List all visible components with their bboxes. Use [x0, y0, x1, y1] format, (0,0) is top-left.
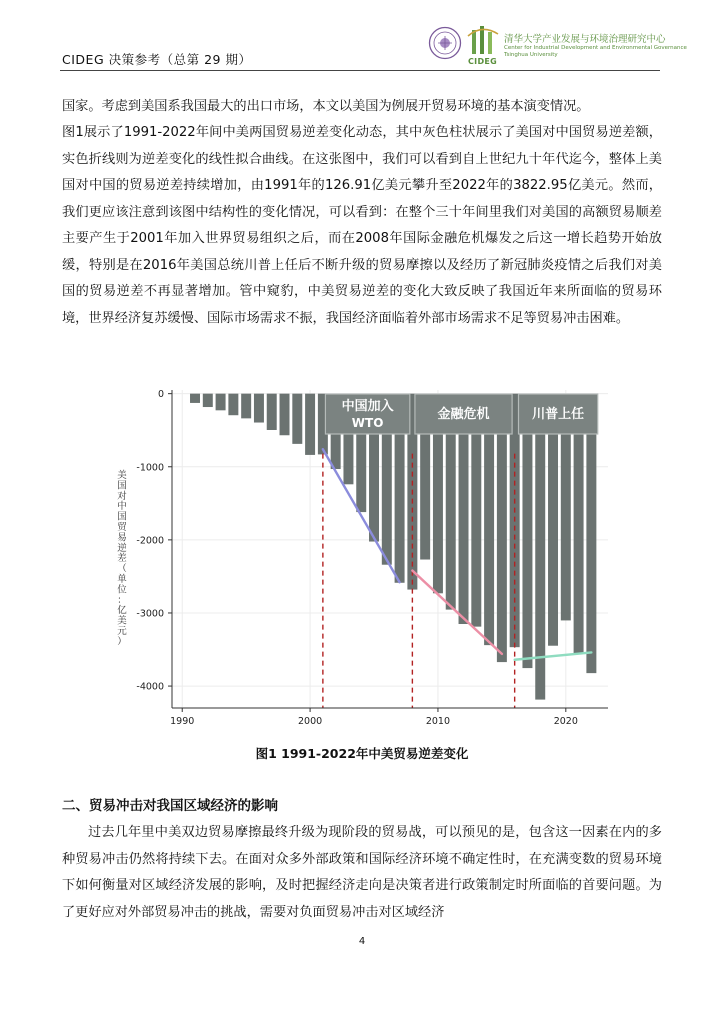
logo-word: CIDEG	[468, 57, 498, 66]
logo-en-name-line1: Center for Industrial Development and Environmental Governance	[504, 45, 687, 51]
y-axis-label-char: 贸	[117, 522, 127, 533]
y-axis-label-char: 美	[117, 470, 127, 481]
bar-1993	[216, 394, 226, 411]
page-number: 4	[358, 936, 366, 947]
bar-1998	[280, 394, 290, 436]
y-axis-label-char: ：	[117, 594, 127, 606]
y-tick-label: -3000	[136, 608, 164, 620]
header-rule	[60, 70, 660, 71]
x-tick-label: 2010	[425, 716, 451, 727]
bar-2022	[586, 394, 596, 673]
header-title: CIDEG 决策参考（总第 29 期）	[62, 52, 252, 67]
logo-cn-name: 清华大学产业发展与环境治理研究中心	[504, 34, 666, 45]
cideg-logo	[428, 24, 687, 68]
bar-1996	[254, 394, 264, 423]
y-axis-label-char: 位	[117, 584, 127, 596]
x-tick-label: 2020	[553, 716, 578, 727]
y-axis-label-char: 中	[117, 501, 127, 513]
y-tick-label: -4000	[136, 681, 164, 693]
bar-1997	[267, 394, 277, 430]
event-label-1: 金融危机	[437, 407, 490, 422]
y-axis-label-char: （	[117, 563, 127, 575]
y-tick-label: -2000	[136, 535, 164, 547]
y-axis-label-char: 亿	[117, 605, 127, 617]
y-axis-label-char: 易	[117, 532, 127, 544]
x-tick-label: 2000	[297, 716, 323, 727]
y-axis-label-char: 对	[117, 490, 127, 502]
bar-1995	[241, 394, 251, 419]
event-label-2: 川普上任	[532, 407, 585, 422]
y-axis-label-char: 国	[117, 480, 127, 492]
bar-2000	[305, 394, 315, 455]
bar-1992	[203, 394, 213, 407]
event-label-0: 中国加入	[341, 399, 394, 414]
y-axis-label-char: ）	[117, 636, 127, 648]
logo-en-name-line2: Tsinghua University	[504, 52, 558, 58]
paragraph-3: 过去几年里中美双边贸易摩擦最终升级为现阶段的贸易战，可以预见的是，包含这一因素在内的多种贸易冲击仍然将持续下去。在面对众多外部政策和国际经济环境不确定性时，在充满变数的贸易环境下如何衡量对区域经济发展的影响，及时把握经济走向是决策者进行政策制定时所面临的首要问题。为了更好应对外部贸易冲击的挑战，需要对负面贸易冲击对区域经济	[62, 825, 662, 920]
paragraph-1: 国家。考虑到美国系我国最大的出口市场，本文以美国为例展开贸易环境的基本演变情况。	[62, 99, 590, 114]
y-axis-label-char: 逆	[117, 542, 127, 554]
bar-1999	[292, 394, 302, 444]
y-axis-label-char: 国	[117, 511, 127, 523]
figure-caption: 图1 1991-2022年中美贸易逆差变化	[255, 746, 469, 761]
y-tick-label: 0	[157, 389, 164, 401]
bar-1994	[228, 394, 238, 416]
y-axis-label-char: 差	[117, 553, 127, 565]
y-tick-label: -1000	[136, 462, 164, 474]
x-tick-label: 1990	[170, 716, 195, 727]
paragraph-2: 图1展示了1991-2022年间中美两国贸易逆差变化动态，其中灰色柱状展示了美国对中国贸易逆差额，实色折线则为逆差变化的线性拟合曲线。在这张图中，我们可以看到自上世纪九十年代迄今，整体上美国对中国的贸易逆差持续增加，由1991年的126.91亿美元攀升至2022年的3822.95亿美元。然而，我们更应该注意到该图中结构性的变化情况，可以看到：在整个三十年间里我们对美国的高额贸易顺差主要产生于2001年加入世界贸易组织之后，而在2008年国际金融危机爆发之后这一增长趋势开始放缓，特别是在2016年美国总统川普上任后不断升级的贸易摩擦以及经历了新冠肺炎疫情之后我们对美国的贸易逆差不再显著增加。管中窥豹，中美贸易逆差的变化大致反映了我国近年来所面临的贸易环境，世界经济复苏缓慢、国际市场需求不振，我国经济面临着外部市场需求不足等贸易冲击困难。	[62, 125, 662, 326]
bar-2017	[522, 394, 532, 668]
bar-2018	[535, 394, 545, 700]
y-axis-label-char: 元	[117, 626, 127, 637]
bar-1991	[190, 394, 200, 403]
tsinghua-seal-icon	[428, 26, 462, 60]
section-title: 二、贸易冲击对我国区域经济的影响	[62, 798, 278, 814]
event-label-line2-0: WTO	[351, 416, 384, 430]
y-axis-label	[117, 469, 127, 647]
y-axis-label-char: 单	[117, 574, 127, 585]
y-axis-label-char: 美	[117, 615, 127, 627]
trade-deficit-chart	[110, 384, 615, 736]
